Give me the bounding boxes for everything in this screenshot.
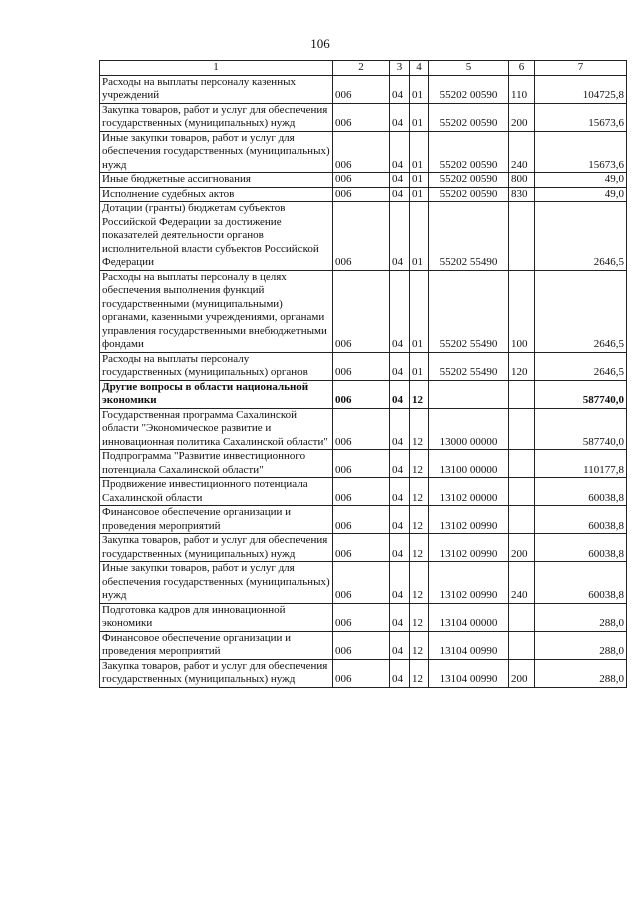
target-article-code: 13102 00990 (429, 562, 509, 604)
expense-type-code: 200 (509, 534, 535, 562)
target-article-code: 13000 00000 (429, 408, 509, 450)
table-row (100, 603, 627, 631)
section-code: 04 (390, 75, 410, 103)
budget-item-name: Расходы на выплаты персоналу государственных (муниципальных) органов (100, 352, 333, 380)
column-header: 4 (410, 61, 429, 76)
section-code: 04 (390, 103, 410, 131)
target-article-code: 13104 00000 (429, 603, 509, 631)
expense-type-code (509, 478, 535, 506)
section-code: 04 (390, 659, 410, 687)
expense-type-code (509, 450, 535, 478)
subsection-code: 01 (410, 75, 429, 103)
target-article-code: 55202 00590 (429, 173, 509, 188)
budget-item-name: Иные закупки товаров, работ и услуг для обеспечения государственных (муниципальных) нужд (100, 131, 333, 173)
budget-item-name: Исполнение судебных актов (100, 187, 333, 202)
subsection-code: 12 (410, 478, 429, 506)
budget-item-name: Подпрограмма "Развитие инвестиционного потенциала Сахалинской области" (100, 450, 333, 478)
budget-item-name: Дотации (гранты) бюджетам субъектов Российской Федерации за достижение показателей деятельности органов исполнительной власти субъектов Российской Федерации (100, 202, 333, 271)
amount: 49,0 (535, 173, 627, 188)
amount: 110177,8 (535, 450, 627, 478)
amount: 288,0 (535, 631, 627, 659)
section-code: 04 (390, 131, 410, 173)
amount: 2646,5 (535, 352, 627, 380)
expense-type-code (509, 380, 535, 408)
section-code: 04 (390, 534, 410, 562)
budget-item-name: Закупка товаров, работ и услуг для обеспечения государственных (муниципальных) нужд (100, 534, 333, 562)
target-article-code: 55202 55490 (429, 270, 509, 352)
expense-type-code: 800 (509, 173, 535, 188)
ministry-code: 006 (333, 506, 390, 534)
section-code: 04 (390, 631, 410, 659)
page-number: 106 (310, 36, 330, 51)
header-row (100, 61, 627, 76)
ministry-code: 006 (333, 534, 390, 562)
column-header: 1 (100, 61, 333, 76)
table-row (100, 103, 627, 131)
expense-type-code (509, 506, 535, 534)
expense-type-code: 830 (509, 187, 535, 202)
target-article-code (429, 380, 509, 408)
expense-type-code: 100 (509, 270, 535, 352)
target-article-code: 55202 55490 (429, 352, 509, 380)
amount: 60038,8 (535, 534, 627, 562)
table-row (100, 131, 627, 173)
target-article-code: 13102 00000 (429, 478, 509, 506)
section-code: 04 (390, 202, 410, 271)
expense-type-code: 200 (509, 659, 535, 687)
table-row (100, 562, 627, 604)
subsection-code: 01 (410, 131, 429, 173)
expense-type-code: 240 (509, 131, 535, 173)
table-row (100, 659, 627, 687)
section-code: 04 (390, 408, 410, 450)
ministry-code: 006 (333, 352, 390, 380)
amount: 60038,8 (535, 478, 627, 506)
amount: 587740,0 (535, 408, 627, 450)
amount: 104725,8 (535, 75, 627, 103)
ministry-code: 006 (333, 408, 390, 450)
subsection-code: 01 (410, 173, 429, 188)
subsection-code: 12 (410, 380, 429, 408)
ministry-code: 006 (333, 562, 390, 604)
section-code: 04 (390, 603, 410, 631)
amount: 15673,6 (535, 131, 627, 173)
budget-item-name: Иные закупки товаров, работ и услуг для обеспечения государственных (муниципальных) нужд (100, 562, 333, 604)
ministry-code: 006 (333, 380, 390, 408)
subsection-code: 01 (410, 202, 429, 271)
section-code: 04 (390, 173, 410, 188)
subsection-code: 12 (410, 408, 429, 450)
subsection-code: 12 (410, 659, 429, 687)
subsection-code: 12 (410, 562, 429, 604)
amount: 288,0 (535, 603, 627, 631)
ministry-code: 006 (333, 450, 390, 478)
expense-type-code (509, 631, 535, 659)
section-code: 04 (390, 478, 410, 506)
subsection-code: 12 (410, 450, 429, 478)
expense-type-code: 200 (509, 103, 535, 131)
budget-item-name: Подготовка кадров для инновационной экономики (100, 603, 333, 631)
amount: 288,0 (535, 659, 627, 687)
target-article-code: 55202 00590 (429, 187, 509, 202)
ministry-code: 006 (333, 202, 390, 271)
ministry-code: 006 (333, 173, 390, 188)
budget-item-name: Финансовое обеспечение организации и проведения мероприятий (100, 631, 333, 659)
subsection-code: 01 (410, 270, 429, 352)
amount: 2646,5 (535, 270, 627, 352)
amount: 60038,8 (535, 506, 627, 534)
section-code: 04 (390, 380, 410, 408)
table-row (100, 506, 627, 534)
budget-table (99, 60, 627, 688)
budget-item-name: Другие вопросы в области национальной экономики (100, 380, 333, 408)
table-row (100, 631, 627, 659)
column-header: 5 (429, 61, 509, 76)
table-row (100, 478, 627, 506)
table-row (100, 75, 627, 103)
target-article-code: 55202 55490 (429, 202, 509, 271)
subsection-code: 12 (410, 631, 429, 659)
amount: 2646,5 (535, 202, 627, 271)
expense-type-code (509, 603, 535, 631)
budget-item-name: Продвижение инвестиционного потенциала Сахалинской области (100, 478, 333, 506)
ministry-code: 006 (333, 75, 390, 103)
table-row (100, 270, 627, 352)
ministry-code: 006 (333, 603, 390, 631)
subsection-code: 12 (410, 506, 429, 534)
amount: 49,0 (535, 187, 627, 202)
column-header: 2 (333, 61, 390, 76)
budget-item-name: Расходы на выплаты персоналу казенных учреждений (100, 75, 333, 103)
subsection-code: 01 (410, 352, 429, 380)
target-article-code: 13102 00990 (429, 534, 509, 562)
target-article-code: 55202 00590 (429, 103, 509, 131)
ministry-code: 006 (333, 103, 390, 131)
table-row (100, 450, 627, 478)
target-article-code: 13102 00990 (429, 506, 509, 534)
expense-type-code (509, 408, 535, 450)
section-code: 04 (390, 506, 410, 534)
expense-type-code: 110 (509, 75, 535, 103)
table-row (100, 408, 627, 450)
table-row (100, 173, 627, 188)
expense-type-code: 240 (509, 562, 535, 604)
section-code: 04 (390, 562, 410, 604)
expense-type-code: 120 (509, 352, 535, 380)
column-header: 3 (390, 61, 410, 76)
budget-item-name: Государственная программа Сахалинской области "Экономическое развитие и инновационная политика Сахалинской области" (100, 408, 333, 450)
ministry-code: 006 (333, 187, 390, 202)
amount: 60038,8 (535, 562, 627, 604)
target-article-code: 13104 00990 (429, 631, 509, 659)
section-code: 04 (390, 187, 410, 202)
subsection-code: 12 (410, 603, 429, 631)
budget-item-name: Финансовое обеспечение организации и проведения мероприятий (100, 506, 333, 534)
table-row (100, 380, 627, 408)
amount: 587740,0 (535, 380, 627, 408)
column-header: 7 (535, 61, 627, 76)
subsection-code: 01 (410, 103, 429, 131)
table-row (100, 534, 627, 562)
expense-type-code (509, 202, 535, 271)
column-header: 6 (509, 61, 535, 76)
subsection-code: 12 (410, 534, 429, 562)
table-row (100, 352, 627, 380)
ministry-code: 006 (333, 659, 390, 687)
table-row (100, 187, 627, 202)
budget-item-name: Расходы на выплаты персоналу в целях обеспечения выполнения функций государственными (муниципальными) органами, казенными учреждениями, органами управления государственными внебюджетными фондами (100, 270, 333, 352)
section-code: 04 (390, 352, 410, 380)
budget-item-name: Закупка товаров, работ и услуг для обеспечения государственных (муниципальных) нужд (100, 103, 333, 131)
ministry-code: 006 (333, 631, 390, 659)
budget-item-name: Иные бюджетные ассигнования (100, 173, 333, 188)
target-article-code: 55202 00590 (429, 75, 509, 103)
subsection-code: 01 (410, 187, 429, 202)
amount: 15673,6 (535, 103, 627, 131)
ministry-code: 006 (333, 270, 390, 352)
target-article-code: 13100 00000 (429, 450, 509, 478)
target-article-code: 55202 00590 (429, 131, 509, 173)
ministry-code: 006 (333, 478, 390, 506)
budget-item-name: Закупка товаров, работ и услуг для обеспечения государственных (муниципальных) нужд (100, 659, 333, 687)
section-code: 04 (390, 450, 410, 478)
ministry-code: 006 (333, 131, 390, 173)
table-row (100, 202, 627, 271)
target-article-code: 13104 00990 (429, 659, 509, 687)
section-code: 04 (390, 270, 410, 352)
